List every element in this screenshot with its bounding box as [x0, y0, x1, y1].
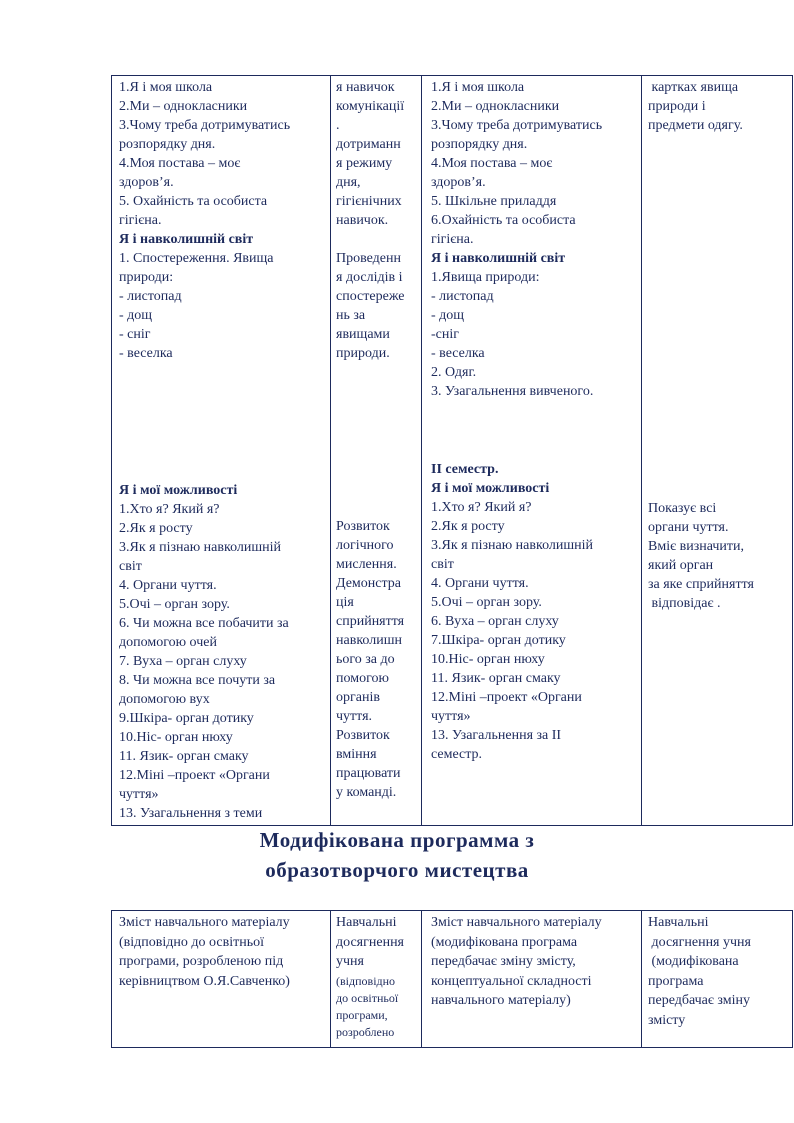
text-line: змісту [648, 1012, 686, 1028]
text-line: програми, [336, 1008, 388, 1022]
text-line: чуття» [119, 787, 159, 802]
text-line: 3.Чому треба дотримуватись [431, 118, 603, 133]
text-line: дня, [336, 175, 361, 190]
col3-bottom-list [431, 498, 593, 764]
text-line: 1.Явища природи: [431, 270, 540, 285]
text-line: я навичок [336, 80, 395, 95]
text-line: 4. Органи чуття. [431, 576, 529, 591]
text-line: допомогою вух [119, 692, 210, 707]
header-content-standard [119, 913, 290, 991]
text-line: (модифікована [648, 954, 739, 969]
text-line: 7.Шкіра- орган дотику [431, 633, 566, 648]
text-line: - листопад [119, 289, 182, 304]
text-line: 5. Шкільне приладдя [431, 194, 557, 209]
text-line: у команді. [336, 785, 397, 800]
header-achievements-standard [336, 913, 404, 972]
text-line: концептуальної складності [431, 973, 592, 989]
text-line: передбачає зміну [648, 993, 750, 1008]
text-line: предмети одягу. [648, 118, 743, 133]
text-line: 2. Одяг. [431, 365, 477, 380]
text-line: ція [336, 595, 354, 610]
text-line: вміння [336, 747, 377, 762]
text-line: 1.Хто я? Який я? [431, 500, 532, 515]
text-line: 9.Шкіра- орган дотику [119, 711, 254, 726]
text-line: 2.Ми – однокласники [431, 99, 560, 114]
text-line: 6. Вуха – орган слуху [431, 614, 559, 629]
text-line: Розвиток [336, 728, 390, 743]
text-line: 4. Органи чуття. [119, 578, 217, 593]
text-line: семестр. [431, 747, 483, 762]
text-line: 11. Язик- орган смаку [119, 749, 249, 764]
text-line: - дощ [431, 308, 465, 323]
text-line: дотриманн [336, 137, 401, 152]
text-line: 1.Я і моя школа [119, 80, 213, 95]
column-divider [641, 911, 642, 1047]
text-line: 5. Охайність та особиста [119, 194, 268, 209]
text-line: 3.Як я пізнаю навколишній [119, 540, 282, 555]
text-line: гігієна. [431, 232, 474, 247]
col3-top-list [431, 78, 602, 249]
column-divider [330, 911, 331, 1047]
text-line: природи: [119, 270, 174, 285]
text-line: (модифікована програма [431, 934, 578, 950]
text-line: 4.Моя постава – моє [119, 156, 241, 171]
text-line: 13. Узагальнення з теми [119, 806, 263, 821]
col3-heading-world: Я і навколишній світ [431, 251, 566, 266]
text-line: органів [336, 690, 380, 705]
text-line: гігієнічних [336, 194, 402, 209]
text-line: мислення. [336, 557, 397, 572]
col1-bottom-list [119, 500, 289, 823]
text-line: помогою [336, 671, 389, 686]
text-line: здоров’я. [119, 175, 174, 190]
text-line: Навчальні [336, 915, 397, 930]
col4-bottom-list [648, 499, 754, 613]
text-line: - веселка [119, 346, 173, 361]
column-divider [641, 76, 642, 825]
text-line: 2.Як я росту [431, 519, 505, 534]
header-achievements-standard-note [336, 973, 398, 1041]
text-line: 6. Чи можна все побачити за [119, 616, 289, 631]
text-line: керівництвом О.Я.Савченко) [119, 973, 290, 989]
text-line: 7. Вуха – орган слуху [119, 654, 247, 669]
section-title-line1: Модифікована программа з [259, 828, 535, 852]
text-line: відповідає . [648, 596, 721, 611]
text-line: Демонстра [336, 576, 402, 591]
text-line: 1.Я і моя школа [431, 80, 525, 95]
text-line: досягнення учня [648, 934, 751, 950]
text-line: 10.Ніс- орган нюху [119, 730, 233, 745]
text-line: здоров’я. [431, 175, 486, 190]
section-title [0, 825, 794, 885]
col1-top-list [119, 78, 290, 230]
text-line: навколишн [336, 633, 402, 648]
text-line: Вміє визначити, [648, 539, 745, 554]
text-line: органи чуття. [648, 520, 729, 535]
text-line: (відповідно до освітньої [119, 934, 264, 950]
text-line: логічного [336, 538, 394, 553]
col1-heading-abilities: Я і мої можливості [119, 483, 238, 498]
text-line: 2.Ми – однокласники [119, 99, 248, 114]
text-line: природи. [336, 346, 390, 361]
text-line: 11. Язик- орган смаку [431, 671, 561, 686]
art-program-table [111, 910, 793, 1048]
col2-top-list [336, 78, 404, 230]
text-line: 10.Ніс- орган нюху [431, 652, 545, 667]
text-line: 12.Міні –проект «Органи [119, 768, 270, 783]
text-line: - веселка [431, 346, 485, 361]
text-line: програми, розробленою під [119, 954, 284, 969]
text-line: за яке сприйняття [648, 577, 754, 592]
col3-semester-label: ІІ семестр. [431, 462, 499, 477]
col1-heading-world: Я і навколишній світ [119, 232, 254, 247]
text-line: я дослідів і [336, 270, 403, 285]
column-divider [421, 76, 422, 825]
text-line: світ [119, 559, 142, 574]
text-line: ього за до [336, 652, 395, 667]
col3-heading-abilities: Я і мої можливості [431, 481, 550, 496]
text-line: (відповідно [336, 974, 396, 988]
text-line: - дощ [119, 308, 153, 323]
text-line: 3.Як я пізнаю навколишній [431, 538, 594, 553]
text-line: досягнення [336, 934, 404, 950]
column-divider [421, 911, 422, 1047]
text-line: до освітньої [336, 991, 399, 1005]
column-divider [330, 76, 331, 825]
col4-top-list [648, 78, 743, 135]
text-line: 12.Міні –проект «Органи [431, 690, 582, 705]
text-line: 1.Хто я? Який я? [119, 502, 220, 517]
text-line: навчального матеріалу) [431, 993, 571, 1008]
text-line: допомогою очей [119, 635, 217, 650]
text-line: я режиму [336, 156, 393, 171]
text-line: Показує всі [648, 501, 717, 516]
text-line: Зміст навчального матеріалу [431, 915, 602, 930]
section-title-line2: образотворчого мистецтва [265, 858, 529, 882]
text-line: програма [648, 973, 704, 989]
text-line: картках явища [648, 80, 739, 95]
text-line: гігієна. [119, 213, 162, 228]
text-line: 3.Чому треба дотримуватись [119, 118, 291, 133]
header-content-modified [431, 913, 602, 1011]
text-line: 5.Очі – орган зору. [431, 595, 542, 610]
col3-mid-list [431, 268, 593, 401]
text-line: - сніг [119, 327, 151, 342]
text-line: світ [431, 557, 454, 572]
text-line: 5.Очі – орган зору. [119, 597, 230, 612]
text-line: 6.Охайність та особиста [431, 213, 576, 228]
text-line: сприйняття [336, 614, 405, 629]
text-line: 4.Моя постава – моє [431, 156, 553, 171]
text-line: передбачає зміну змісту, [431, 954, 576, 969]
text-line: Розвиток [336, 519, 390, 534]
text-line: учня [336, 954, 364, 969]
text-line: який орган [648, 558, 714, 573]
text-line: комунікації [336, 99, 405, 114]
text-line: . [336, 118, 340, 133]
text-line: Навчальні [648, 915, 709, 930]
text-line: 8. Чи можна все почути за [119, 673, 276, 688]
col2-bottom-list [336, 517, 404, 802]
text-line: розпорядку дня. [119, 137, 216, 152]
text-line: 3. Узагальнення вивченого. [431, 384, 594, 399]
col2-mid-list [336, 249, 405, 363]
text-line: 1. Спостереження. Явища [119, 251, 274, 266]
text-line: навичок. [336, 213, 389, 228]
text-line: працювати [336, 766, 401, 781]
text-line: природи і [648, 99, 706, 114]
text-line: розроблено [336, 1025, 395, 1039]
col1-mid-list [119, 249, 274, 363]
text-line: розпорядку дня. [431, 137, 528, 152]
text-line: - листопад [431, 289, 494, 304]
curriculum-table [111, 75, 793, 826]
text-line: 13. Узагальнення за ІІ [431, 728, 562, 743]
text-line: чуття. [336, 709, 373, 724]
text-line: чуття» [431, 709, 471, 724]
text-line: спостереже [336, 289, 405, 304]
header-achievements-modified [648, 913, 751, 1030]
text-line: явищами [336, 327, 390, 342]
text-line: Зміст навчального матеріалу [119, 915, 290, 930]
text-line: 2.Як я росту [119, 521, 193, 536]
text-line: нь за [336, 308, 366, 323]
text-line: -сніг [431, 327, 459, 342]
text-line: Проведенн [336, 251, 401, 266]
